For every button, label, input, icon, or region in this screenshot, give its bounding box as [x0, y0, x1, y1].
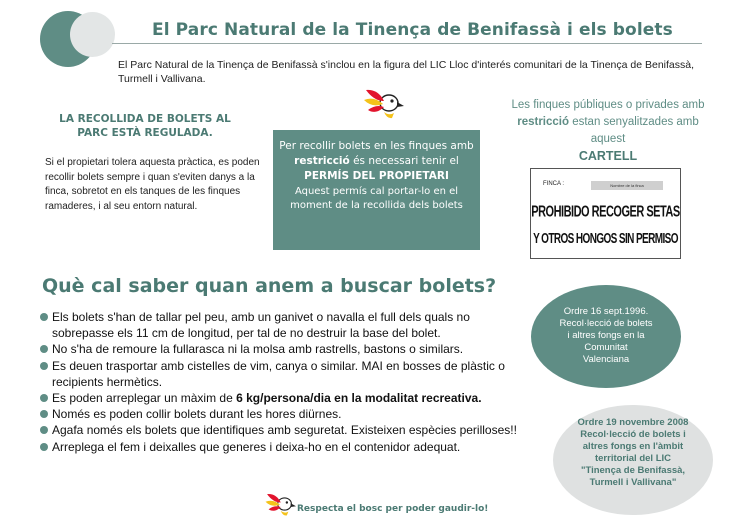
fincas-cartell: CARTELL — [578, 149, 638, 163]
list-item-text: Es poden arreplegar un màxim de — [52, 390, 237, 405]
order-2008-line: Recol·lecció de bolets i — [580, 429, 686, 440]
order-2008-line: Turmell i Vallivana" — [589, 477, 677, 488]
sign-line-2: Y OTROS HONGOS SIN PERMISO — [533, 231, 678, 248]
permit-box — [273, 130, 480, 250]
logo-circle-light — [70, 12, 115, 57]
list-item-text: Els bolets s'han de tallar pel peu, amb un ganivet o navalla el full dels quals no sobrepasse els 11 cm de longitud, per tal de no destruir la base del bolet. — [52, 310, 470, 340]
tips-list — [40, 309, 520, 455]
bullet-dot-icon — [40, 426, 48, 434]
bullet-dot-icon — [40, 362, 48, 370]
prohibition-sign — [530, 168, 681, 259]
fincas-text-a: Les finques públiques o privades amb — [511, 99, 705, 111]
list-item — [40, 406, 520, 422]
fincas-strong-restriction: restricció — [517, 116, 569, 128]
order-2008-line: altres fongs en l'àmbit — [582, 441, 684, 452]
closing-message: Respecta el bosc per poder gaudir-lo! — [297, 504, 489, 514]
list-item-text: No s'ha de remoure la fullarasca ni la molsa amb rastrells, bastons o similars. — [52, 342, 464, 357]
permit-strong-owner: PERMÍS DEL PROPIETARI — [304, 170, 449, 182]
sign-finca-field: Nombre de la finca — [591, 181, 663, 190]
permit-note: Aquest permís cal portar-lo en el moment de la recollida dels bolets — [290, 186, 463, 211]
list-item-text: Es deuen trasportar amb cistelles de vim, canya o similar. MAI en bosses de plàstic o recipients hermètics. — [52, 358, 505, 389]
order-2008-line: "Tinença de Benifassà, — [580, 465, 686, 476]
title-divider — [112, 43, 702, 44]
bullet-dot-icon — [40, 410, 48, 418]
bullet-dot-icon — [40, 394, 48, 402]
list-item-text: Arreplega el fem i deixalles que generes i deixa-ho en el contenidor adequat. — [52, 439, 461, 454]
intro-text: El Parc Natural de la Tinença de Benifassà s'inclou en la figura del LIC Lloc d'interés comunitari de la Tinença de Benifassà, Turmell i Vallivana. — [118, 59, 695, 85]
order-2008-line: Ordre 19 novembre 2008 — [577, 417, 689, 428]
sign-finca-label: FINCA : — [543, 181, 565, 187]
order-1996-line: Valenciana — [582, 354, 630, 365]
bullet-dot-icon — [40, 443, 48, 451]
list-item — [40, 439, 520, 455]
fincas-text-b: estan senyalitzades amb aquest — [572, 116, 699, 145]
regulation-heading-line1: LA RECOLLIDA DE BOLETS AL — [59, 113, 231, 125]
regulation-heading-line2: PARC ESTÀ REGULADA. — [77, 127, 213, 139]
list-item — [40, 390, 520, 406]
bullet-dot-icon — [40, 345, 48, 353]
bird-mascot-icon — [362, 86, 404, 120]
list-item — [40, 358, 520, 390]
order-1996-line: Recol·lecció de bolets — [559, 318, 653, 329]
permit-text-a: Per recollir bolets en les finques amb — [279, 140, 474, 152]
list-item — [40, 422, 520, 438]
list-item-text: Agafa només els bolets que identifiques amb seguretat. Existeixen espècies perilloses!! — [52, 423, 517, 438]
fincas-text — [508, 97, 708, 166]
regulation-heading — [40, 112, 250, 140]
order-1996-line: i altres fongs en la — [567, 330, 645, 341]
list-item-strong: 6 kg/persona/dia en la modalitat recreativa. — [236, 390, 482, 405]
section-heading: Què cal saber quan anem a buscar bolets? — [42, 275, 497, 297]
sign-line-1: PROHIBIDO RECOGER SETAS — [531, 203, 680, 221]
regulation-body: Si el propietari tolera aquesta pràctica, es poden recollir bolets sempre i quan s'eviten danys a la finca, sobretot en els tanques de les finques ramaderes, i al seu entorn natural. — [45, 157, 260, 212]
permit-strong-restriction: restricció — [294, 155, 350, 167]
order-1996-ellipse — [531, 285, 681, 388]
order-2008-line: territorial del LIC — [594, 453, 671, 464]
page-title: El Parc Natural de la Tinença de Benifassà i els bolets — [152, 20, 673, 40]
list-item — [40, 341, 520, 357]
list-item — [40, 309, 520, 341]
bullet-dot-icon — [40, 313, 48, 321]
order-2008-ellipse — [553, 405, 713, 515]
order-1996-line: Comunitat — [584, 342, 628, 353]
permit-text-b: és necessari tenir el — [353, 155, 459, 167]
order-1996-line: Ordre 16 sept.1996. — [563, 306, 649, 317]
list-item-text: Només es poden collir bolets durant les hores diürnes. — [52, 407, 342, 422]
bird-mascot-icon — [264, 490, 296, 518]
